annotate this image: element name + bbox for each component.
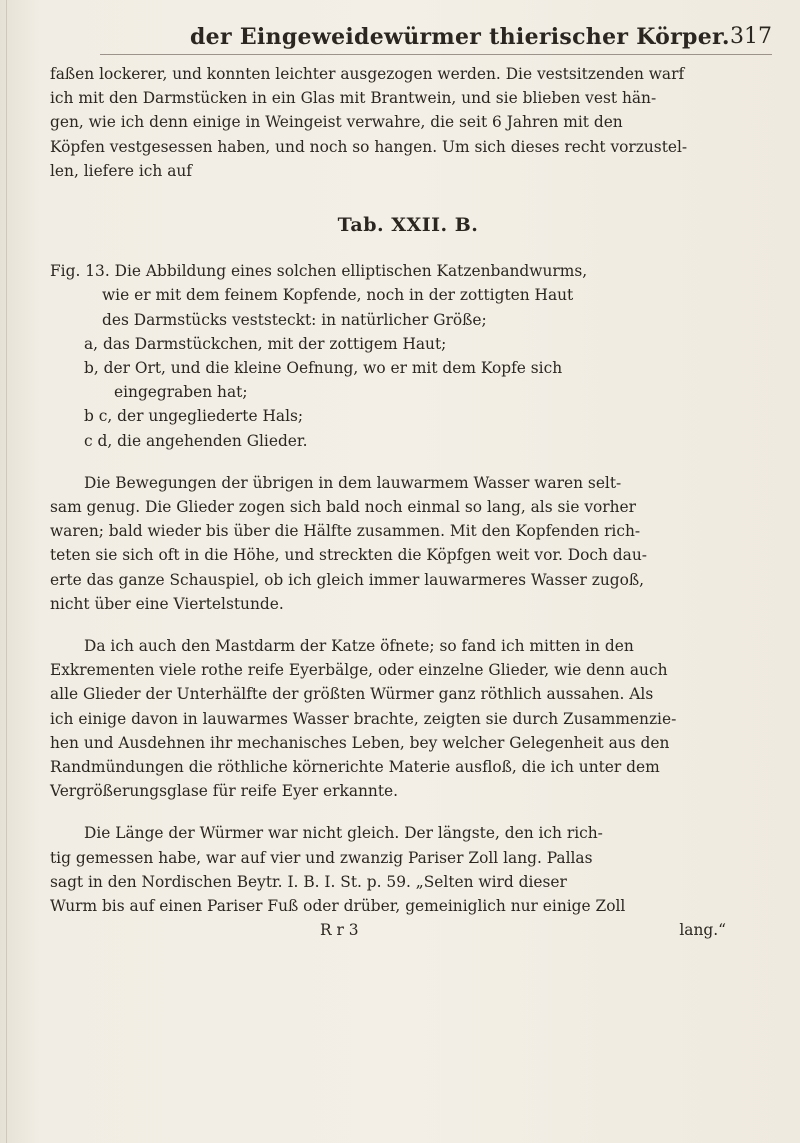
signature-mark: R r 3 xyxy=(320,921,359,940)
legend-text: der ungegliederte Hals; xyxy=(117,407,304,426)
legend-key: b c, xyxy=(84,407,113,426)
page-body xyxy=(50,62,766,942)
legend-key: a, xyxy=(84,334,99,353)
text-line: sagt in den Nordischen Beytr. I. B. I. St. p. 59. „Selten wird dieser xyxy=(50,872,567,891)
page-header xyxy=(100,20,772,55)
figure-legend-item-b-cont: eingegraben hat; xyxy=(114,383,248,402)
figure-caption-line: Fig. 13. Die Abbildung eines solchen elliptischen Katzenbandwurms, xyxy=(50,262,588,281)
legend-key: b, xyxy=(84,359,99,378)
figure-legend-item-a xyxy=(50,332,766,356)
text-line: sam genug. Die Glieder zogen sich bald noch einmal so lang, als sie vorher xyxy=(50,498,637,517)
legend-key: c d, xyxy=(84,431,113,450)
text-line: tig gemessen habe, war auf vier und zwanzig Pariser Zoll lang. Pallas xyxy=(50,848,593,867)
page-number: 317 xyxy=(730,24,772,49)
paragraph-3 xyxy=(50,634,766,803)
text-line: teten sie sich oft in die Höhe, und streckten die Köpfgen weit vor. Doch dau- xyxy=(50,546,647,565)
text-line: nicht über eine Viertelstunde. xyxy=(50,594,284,613)
figure-legend-item-cd xyxy=(50,429,766,453)
text-line: Köpfen vestgesessen haben, und noch so hangen. Um sich dieses recht vorzustel- xyxy=(50,137,688,156)
text-line: len, liefere ich auf xyxy=(50,161,192,180)
legend-text: der Ort, und die kleine Oefnung, wo er mit dem Kopfe sich xyxy=(103,359,563,378)
figure-legend-item-bc xyxy=(50,404,766,428)
figure-caption-line: des Darmstücks veststeckt: in natürlicher Größe; xyxy=(102,310,487,329)
figure-description xyxy=(50,259,766,453)
text-line: faßen lockerer, und konnten leichter ausgezogen werden. Die vestsitzenden warf xyxy=(50,65,685,83)
text-line: waren; bald wieder bis über die Hälfte zusammen. Mit den Kopfenden rich- xyxy=(50,522,641,541)
text-line: Da ich auch den Mastdarm der Katze öfnete; so fand ich mitten in den xyxy=(84,637,634,656)
page-footer xyxy=(50,918,766,942)
text-line: gen, wie ich denn einige in Weingeist verwahre, die seit 6 Jahren mit den xyxy=(50,113,623,132)
paragraph-2 xyxy=(50,471,766,616)
text-line: Die Länge der Würmer war nicht gleich. Der längste, den ich rich- xyxy=(84,824,603,843)
legend-text: die angehenden Glieder. xyxy=(117,431,308,450)
text-line: Vergrößerungsglase für reife Eyer erkannte. xyxy=(50,782,399,801)
text-line: Wurm bis auf einen Pariser Fuß oder drüber, gemeiniglich nur einige Zoll xyxy=(50,897,626,916)
text-line: hen und Ausdehnen ihr mechanisches Leben, bey welcher Gelegenheit aus den xyxy=(50,733,670,752)
figure-caption-line: wie er mit dem feinem Kopfende, noch in der zottigten Haut xyxy=(102,286,574,305)
text-line: ich einige davon in lauwarmes Wasser brachte, zeigten sie durch Zusammenzie- xyxy=(50,709,677,728)
text-line: Die Bewegungen der übrigen in dem lauwarmem Wasser waren selt- xyxy=(84,473,622,492)
paragraph-4 xyxy=(50,821,766,918)
running-head: der Eingeweidewürmer thierischer Körper. xyxy=(190,24,730,50)
text-line: ich mit den Darmstücken in ein Glas mit Brantwein, und sie blieben vest hän- xyxy=(50,89,657,108)
catchword: lang.“ xyxy=(679,921,726,940)
page-gutter xyxy=(6,0,7,1143)
text-line: Randmündungen die röthliche körnerichte Materie ausfloß, die ich unter dem xyxy=(50,758,660,777)
plate-heading: Tab. XXII. B. xyxy=(337,214,479,237)
text-line: erte das ganze Schauspiel, ob ich gleich immer lauwarmeres Wasser zugoß, xyxy=(50,570,645,589)
figure-legend-item-b xyxy=(50,356,766,380)
text-line: alle Glieder der Unterhälfte der größten Würmer ganz röthlich aussahen. Als xyxy=(50,685,654,704)
legend-text: das Darmstückchen, mit der zottigem Haut; xyxy=(102,334,447,353)
paragraph-1 xyxy=(50,62,766,183)
text-line: Exkrementen viele rothe reife Eyerbälge, oder einzelne Glieder, wie denn auch xyxy=(50,661,668,680)
